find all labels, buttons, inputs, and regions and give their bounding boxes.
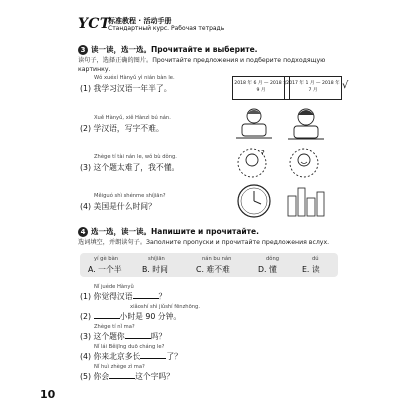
- s4-item2-tail: 小时是 90 分钟。: [119, 312, 182, 321]
- s4-item2: [80, 311, 181, 322]
- s4-item5-tail: 这个字吗？: [135, 372, 175, 381]
- section-3-instruction: 读句子，选择正确的图片。Прочитайте предложения и подберите подходящую картинку.: [78, 57, 326, 73]
- s3-item2-sentence: (2) 学汉语，写字不难。: [80, 124, 164, 133]
- date-range-card-a-text: 2018 年 6 月 — 2018 年 9 月: [234, 81, 288, 93]
- s4-item1-text: (1) 你觉得汉语: [80, 292, 133, 301]
- happy-child-illustration: [282, 146, 326, 180]
- option-e: E. 读: [302, 265, 320, 274]
- header-subtitle: Стандартный курс. Рабочая тетрадь: [108, 25, 225, 32]
- s4-item5: [80, 371, 174, 382]
- word-options-box: [80, 253, 338, 277]
- option-a: A. 一个半: [88, 265, 122, 274]
- s3-item3-pinyin: Zhège tí tài nán le, wǒ bù dǒng.: [94, 154, 177, 160]
- s4-item3-pinyin: Zhège tí nǐ ma?: [94, 324, 135, 330]
- option-c: C. 难不难: [196, 265, 230, 274]
- s4-item3-tail: 吗？: [150, 332, 167, 341]
- student-thinking-illustration: [286, 106, 326, 142]
- s4-item4: [80, 351, 182, 362]
- section-4-title-text: 选一选，读一读。Напишите и прочитайте.: [91, 227, 259, 236]
- option-b: B. 时间: [142, 265, 168, 274]
- s4-item2-text: (2): [80, 312, 94, 321]
- s4-item5-blank[interactable]: [109, 371, 135, 379]
- section-4-title: [78, 226, 259, 237]
- page-header: [78, 16, 358, 36]
- option-c-pinyin: nán bu nán: [202, 256, 232, 262]
- s4-item4-pinyin: Nǐ lái Běijīng duō cháng le?: [94, 344, 165, 350]
- section-4-number: 4: [78, 227, 88, 237]
- check-mark-icon: √: [342, 80, 349, 91]
- clock-illustration: [236, 183, 272, 219]
- s3-item2-pinyin: Xuě Hànyǔ, xiě Hànzì bú nán.: [94, 115, 171, 121]
- s4-item1: [80, 291, 166, 302]
- s4-item4-blank[interactable]: [140, 351, 166, 359]
- date-range-card-b-text: 2017 年 1 月 — 2018 年 7 月: [286, 81, 340, 93]
- svg-text:?: ?: [261, 149, 265, 157]
- city-skyline-illustration: [286, 184, 326, 218]
- brand-logo: YCT: [78, 16, 111, 32]
- section-4-instruction: 选词填空，并朗读句子。Заполните пропуски и прочитайте предложения вслух.: [78, 239, 330, 246]
- s3-item1-sentence: (1) 我学习汉语一年半了。: [80, 84, 172, 93]
- s4-item3-text: (3) 这个题你: [80, 332, 125, 341]
- option-e-pinyin: dú: [312, 256, 319, 262]
- s4-item2-blank[interactable]: [94, 311, 120, 319]
- header-title: 标准教程 · 活动手册: [108, 17, 172, 25]
- s4-item4-tail: 了？: [166, 352, 182, 361]
- s3-item4-sentence: (4) 美国是什么时间？: [80, 202, 156, 211]
- s4-item4-text: (4) 你来北京多长: [80, 352, 141, 361]
- section-3-number: 3: [78, 45, 88, 55]
- s3-item4-pinyin: Měiguó shì shénme shíjiān?: [94, 193, 166, 199]
- confused-child-illustration: [230, 146, 274, 180]
- s4-item3: [80, 331, 166, 342]
- student-writing-illustration: [234, 106, 274, 142]
- date-range-card-a: [232, 76, 290, 100]
- s4-item1-pinyin: Nǐ juéde Hànyǔ: [94, 284, 134, 290]
- page-number: 10: [40, 388, 56, 401]
- s4-item5-pinyin: Nǐ huì zhège zì ma?: [94, 364, 145, 370]
- option-b-pinyin: shíjiān: [148, 256, 165, 262]
- option-a-pinyin: yí gè bàn: [94, 256, 119, 262]
- option-d-pinyin: dǒng: [266, 256, 280, 262]
- s3-item3-sentence: (3) 这个题太难了，我不懂。: [80, 163, 180, 172]
- s4-item5-text: (5) 你会: [80, 372, 110, 381]
- section-3-title: [78, 44, 258, 55]
- s4-item3-blank[interactable]: [125, 331, 151, 339]
- s4-item2-pinyin: xiǎoshí shì jiǔshí fēnzhōng.: [130, 304, 200, 310]
- s4-item1-tail: ？: [158, 292, 167, 301]
- date-range-card-b: [284, 76, 342, 100]
- section-3-title-text: 读一读，选一选。Прочитайте и выберите.: [91, 45, 258, 54]
- s4-item1-blank[interactable]: [133, 291, 159, 299]
- s3-item1-pinyin: Wǒ xuéxí Hànyǔ yì nián bàn le.: [94, 75, 175, 81]
- option-d: D. 懂: [258, 265, 277, 274]
